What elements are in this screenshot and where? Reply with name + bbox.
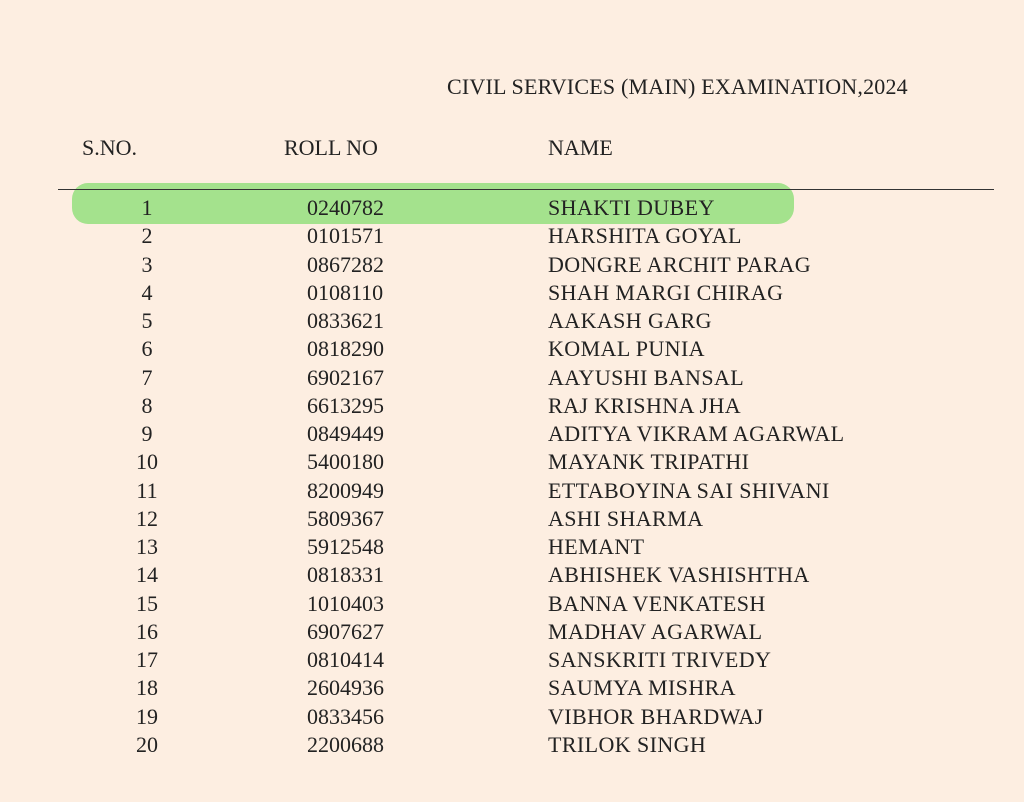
cell-sno: 9 <box>141 421 153 446</box>
table-row <box>0 560 1024 588</box>
cell-roll-no: 6907627 <box>307 618 384 644</box>
cell-sno: 15 <box>136 590 158 616</box>
header-divider <box>58 189 994 190</box>
table-row <box>0 391 1024 419</box>
cell-name: ETTABOYINA SAI SHIVANI <box>548 477 830 503</box>
cell-name: MAYANK TRIPATHI <box>548 449 750 475</box>
table-row <box>0 589 1024 617</box>
cell-roll-no: 0101571 <box>307 223 384 249</box>
table-row <box>0 334 1024 362</box>
cell-roll-no: 0833621 <box>307 308 384 333</box>
cell-name: BANNA VENKATESH <box>548 590 766 616</box>
cell-roll-no: 0833456 <box>307 703 384 729</box>
cell-sno: 12 <box>136 505 158 531</box>
table-row <box>0 702 1024 730</box>
cell-sno: 4 <box>141 279 153 305</box>
cell-sno: 20 <box>136 731 158 757</box>
cell-name: VIBHOR BHARDWAJ <box>548 703 764 729</box>
table-row <box>0 306 1024 334</box>
cell-name: SANSKRITI TRIVEDY <box>548 647 772 672</box>
cell-roll-no: 5400180 <box>307 449 384 475</box>
cell-name: AAKASH GARG <box>548 308 712 333</box>
cell-roll-no: 0818331 <box>307 562 384 588</box>
table-row <box>0 645 1024 673</box>
table-row <box>0 730 1024 758</box>
table-row <box>0 504 1024 532</box>
cell-name: ADITYA VIKRAM AGARWAL <box>548 421 845 446</box>
table-row <box>0 363 1024 391</box>
cell-sno: 2 <box>141 223 153 249</box>
cell-sno: 17 <box>136 647 158 672</box>
column-header-sno: S.NO. <box>82 135 138 160</box>
cell-sno: 3 <box>141 251 153 277</box>
cell-roll-no: 6613295 <box>307 392 384 418</box>
cell-roll-no: 1010403 <box>307 590 384 616</box>
cell-name: AAYUSHI BANSAL <box>548 364 745 390</box>
cell-sno: 5 <box>141 308 153 333</box>
cell-sno: 19 <box>136 703 158 729</box>
cell-name: ASHI SHARMA <box>548 505 704 531</box>
cell-roll-no: 8200949 <box>307 477 384 503</box>
table-row <box>0 419 1024 447</box>
cell-name: DONGRE ARCHIT PARAG <box>548 251 812 277</box>
table-row <box>0 617 1024 645</box>
table-row <box>0 673 1024 701</box>
cell-sno: 6 <box>141 336 153 362</box>
cell-name: KOMAL PUNIA <box>548 336 705 362</box>
cell-sno: 11 <box>136 477 158 503</box>
table-row <box>0 221 1024 249</box>
column-header-roll: ROLL NO <box>284 135 378 160</box>
cell-roll-no: 5912548 <box>307 534 384 559</box>
cell-roll-no: 2604936 <box>307 675 384 701</box>
table-row <box>0 278 1024 306</box>
table-row <box>0 532 1024 560</box>
cell-name: SHAKTI DUBEY <box>548 195 715 220</box>
cell-roll-no: 0108110 <box>307 279 384 305</box>
cell-roll-no: 0867282 <box>307 251 384 277</box>
cell-roll-no: 0818290 <box>307 336 384 362</box>
cell-name: TRILOK SINGH <box>548 731 707 757</box>
cell-sno: 7 <box>141 364 153 390</box>
results-table <box>0 193 1024 758</box>
cell-name: SAUMYA MISHRA <box>548 675 736 701</box>
table-row <box>0 476 1024 504</box>
table-row <box>0 193 1024 221</box>
cell-roll-no: 0240782 <box>307 195 384 220</box>
cell-name: HARSHITA GOYAL <box>548 223 742 249</box>
cell-sno: 16 <box>136 618 158 644</box>
cell-name: RAJ KRISHNA JHA <box>548 392 742 418</box>
cell-name: MADHAV AGARWAL <box>548 618 763 644</box>
table-row <box>0 250 1024 278</box>
table-row <box>0 447 1024 475</box>
cell-name: SHAH MARGI CHIRAG <box>548 279 784 305</box>
cell-roll-no: 0810414 <box>307 647 384 672</box>
page-title: CIVIL SERVICES (MAIN) EXAMINATION,2024 <box>447 74 908 99</box>
cell-sno: 13 <box>136 534 158 559</box>
cell-roll-no: 5809367 <box>307 505 384 531</box>
cell-sno: 14 <box>136 562 158 588</box>
cell-sno: 18 <box>136 675 158 701</box>
cell-sno: 8 <box>141 392 153 418</box>
cell-roll-no: 0849449 <box>307 421 384 446</box>
cell-sno: 1 <box>141 195 153 220</box>
column-header-name: NAME <box>548 135 613 160</box>
cell-roll-no: 6902167 <box>307 364 384 390</box>
cell-name: HEMANT <box>548 534 645 559</box>
cell-sno: 10 <box>136 449 158 475</box>
cell-name: ABHISHEK VASHISHTHA <box>548 562 810 588</box>
cell-roll-no: 2200688 <box>307 731 384 757</box>
